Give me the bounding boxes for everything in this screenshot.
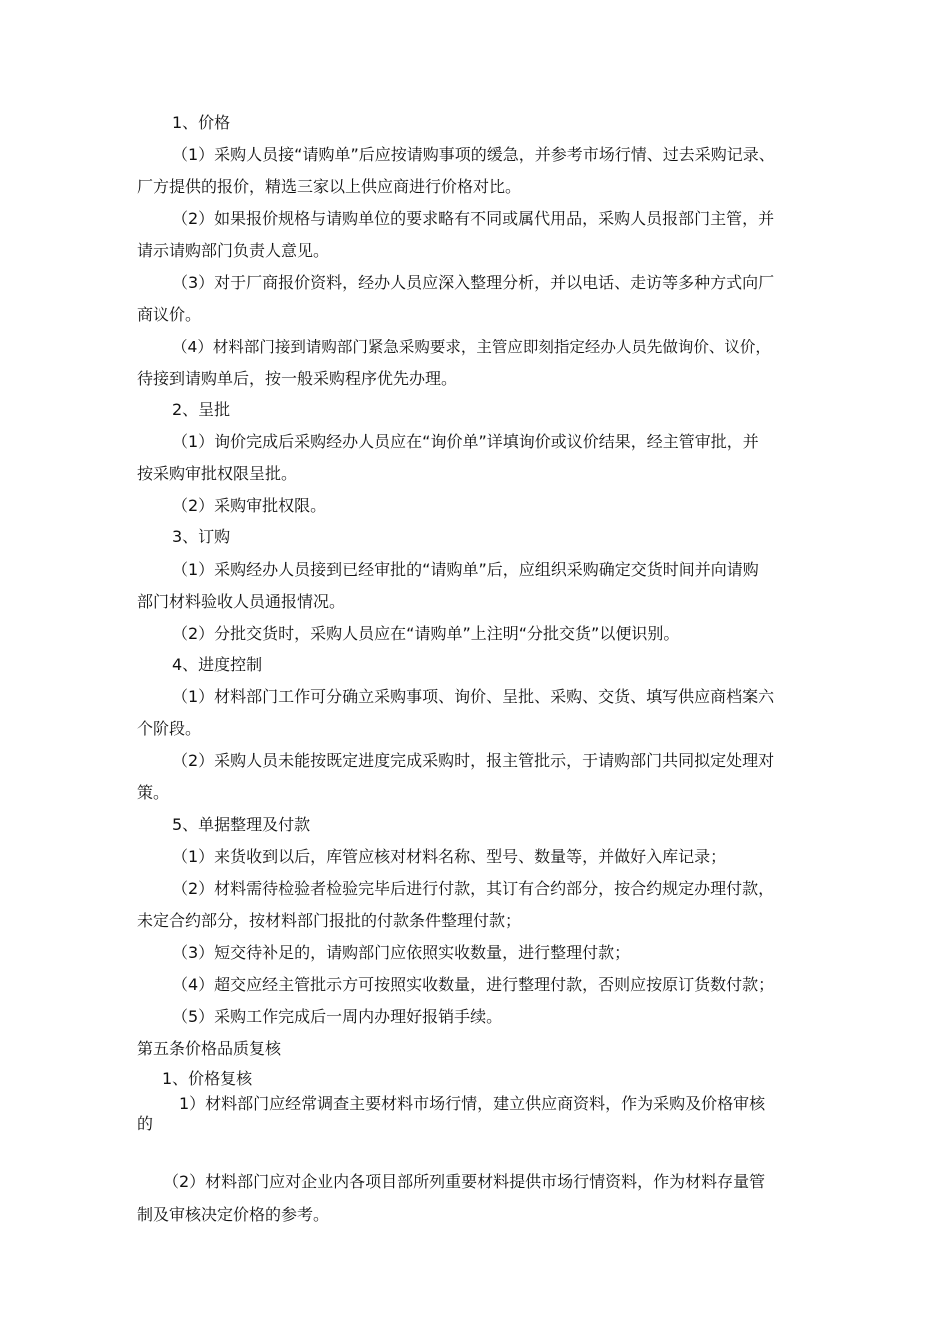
paragraph-line: 部门材料验收人员通报情况。 (137, 592, 346, 611)
paragraph-line: （4）材料部门接到请购部门紧急采购要求，主管应即刻指定经办人员先做询价、议价， (172, 338, 771, 356)
paragraph-line: （1）来货收到以后，库管应核对材料名称、型号、数量等，并做好入库记录； (172, 847, 727, 866)
paragraph-line: 制及审核决定价格的参考。 (137, 1205, 330, 1224)
paragraph-line: 1）材料部门应经常调查主要材料市场行情，建立供应商资料，作为采购及价格审核 (179, 1094, 766, 1113)
paragraph-line: （2）如果报价规格与请购单位的要求略有不同或属代用品，采购人员报部门主管，并 (172, 209, 775, 228)
paragraph-line: （4）超交应经主管批示方可按照实收数量，进行整理付款，否则应按原订货数付款； (172, 975, 775, 994)
paragraph-line: （2）材料需待检验者检验完毕后进行付款，其订有合约部分，按合约规定办理付款， (172, 879, 775, 898)
article-heading: 第五条价格品质复核 (137, 1039, 282, 1058)
paragraph-line: 待接到请购单后，按一般采购程序优先办理。 (137, 369, 458, 388)
heading-price-review: 1、价格复核 (162, 1069, 253, 1088)
paragraph-line: 厂方提供的报价，精选三家以上供应商进行价格对比。 (137, 177, 522, 196)
paragraph-line: （2）采购人员未能按既定进度完成采购时，报主管批示，于请购部门共同拟定处理对 (172, 751, 775, 770)
paragraph-line: （2）采购审批权限。 (172, 496, 327, 515)
paragraph-line: （3）对于厂商报价资料，经办人员应深入整理分析，并以电话、走访等多种方式向厂 (172, 273, 775, 292)
heading-approval: 2、呈批 (172, 400, 231, 419)
heading-progress-control: 4、进度控制 (172, 655, 263, 674)
paragraph-line: （1）采购人员接“请购单”后应按请购事项的缓急，并参考市场行情、过去采购记录、 (172, 145, 775, 164)
paragraph-line: （1）采购经办人员接到已经审批的“请购单”后，应组织采购确定交货时间并向请购 (172, 560, 759, 579)
paragraph-line: （2）材料部门应对企业内各项目部所列重要材料提供市场行情资料，作为材料存量管 (163, 1172, 766, 1191)
paragraph-line: 按采购审批权限呈批。 (137, 464, 298, 483)
heading-price: 1、价格 (172, 113, 231, 132)
paragraph-line: （1）材料部门工作可分确立采购事项、询价、呈批、采购、交货、填写供应商档案六 (172, 687, 775, 706)
paragraph-line: 个阶段。 (137, 719, 202, 738)
paragraph-line: 策。 (137, 783, 170, 802)
paragraph-line: 请示请购部门负责人意见。 (137, 241, 330, 260)
paragraph-line: 的 (137, 1114, 154, 1133)
paragraph-line: （1）询价完成后采购经办人员应在“询价单”详填询价或议价结果，经主管审批，并 (172, 432, 759, 451)
paragraph-line: （5）采购工作完成后一周内办理好报销手续。 (172, 1007, 503, 1026)
paragraph-line: （2）分批交货时，采购人员应在“请购单”上注明“分批交货”以便识别。 (172, 624, 680, 643)
paragraph-line: （3）短交待补足的，请购部门应依照实收数量，进行整理付款； (172, 943, 631, 962)
paragraph-line: 未定合约部分，按材料部门报批的付款条件整理付款； (137, 911, 522, 930)
heading-ordering: 3、订购 (172, 527, 231, 546)
paragraph-line: 商议价。 (137, 305, 202, 324)
heading-documents-payment: 5、单据整理及付款 (172, 815, 311, 834)
